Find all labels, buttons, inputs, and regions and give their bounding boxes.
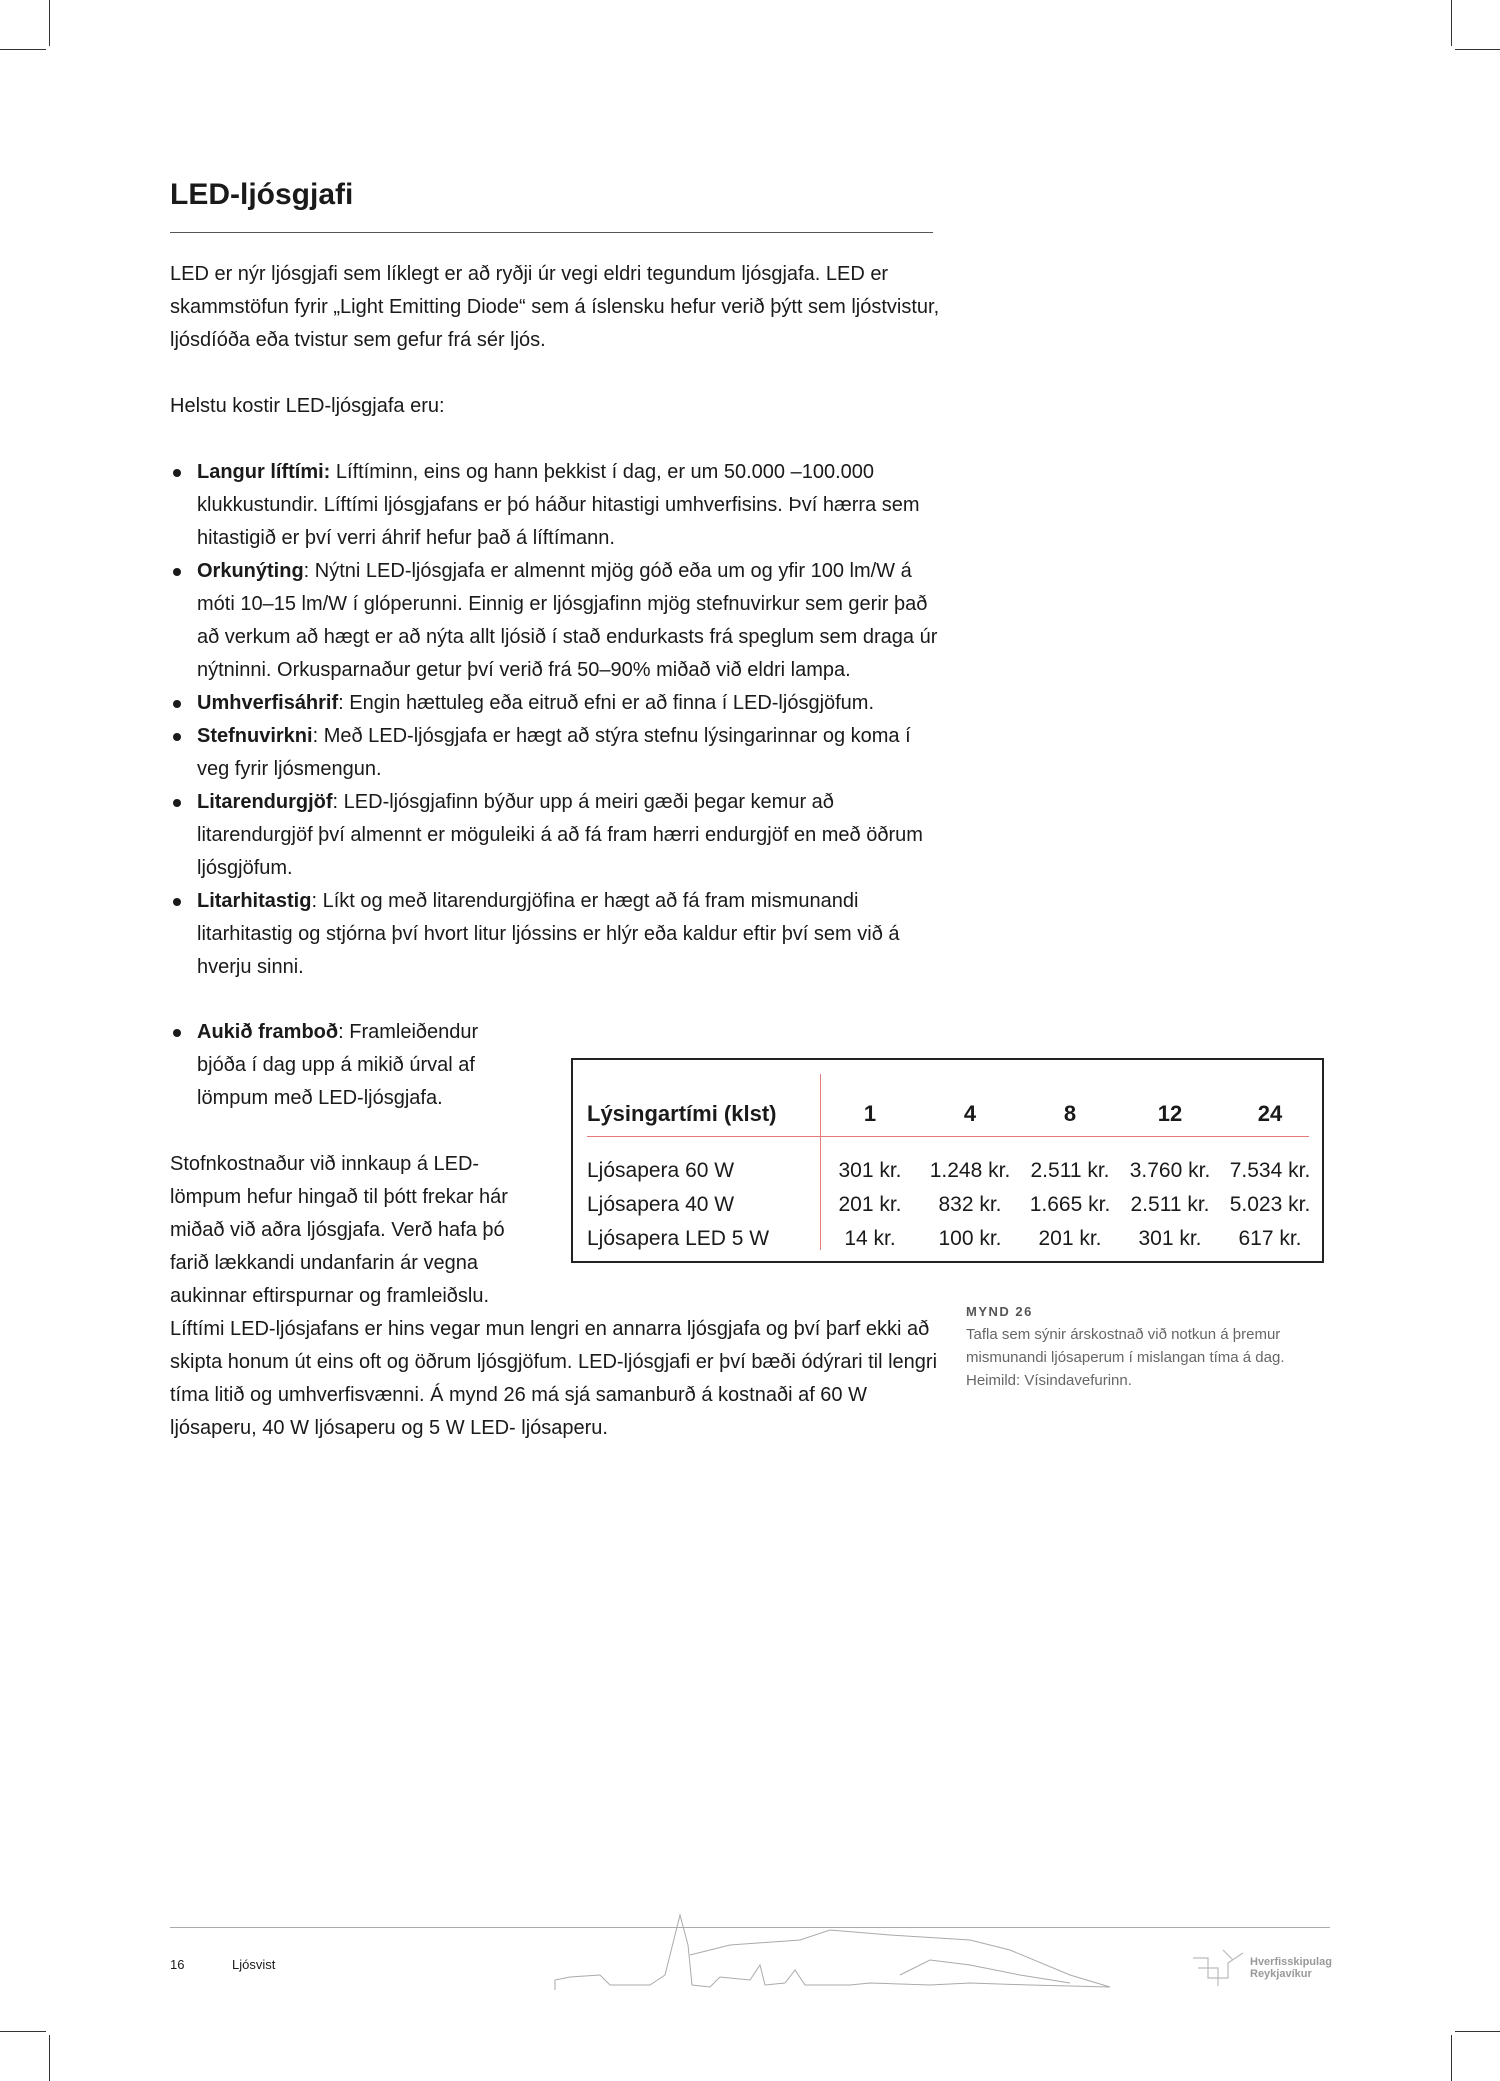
list-item bbox=[170, 555, 940, 687]
logo-text bbox=[1250, 1956, 1332, 1980]
table-cell: 7.534 kr. bbox=[1229, 1159, 1311, 1182]
header-cell: 24 bbox=[1257, 1101, 1283, 1126]
crop-mark bbox=[0, 2031, 46, 2032]
city-skyline-illustration bbox=[550, 1905, 1130, 1995]
cost-paragraph: Stofnkostnaður við innkaup á LED-lömpum hefur hingað til þótt frekar hár miðað við aðra ljósgjafa. Verð hafa þó farið lækkandi undanfarin ár vegna aukinnar eftirspurnar og framleiðslu. bbox=[170, 1153, 508, 1307]
table-row bbox=[587, 1154, 1320, 1188]
table-row bbox=[587, 1222, 1320, 1256]
table-cell: 301 kr. bbox=[1138, 1227, 1202, 1250]
crop-mark bbox=[1455, 2031, 1500, 2032]
caption-label: MYND 26 bbox=[966, 1304, 1033, 1319]
list-item bbox=[170, 1016, 510, 1115]
bullet-text: Líftíminn, eins og hann þekkist í dag, er um 50.000 –100.000 klukkustundir. Líftími ljósgjafans er þó háður hitastigi umhverfisins. Því hærra sem hitastigið er því verri áhrif hefur það á líftímann. bbox=[197, 461, 920, 549]
table-cell: 2.511 kr. bbox=[1130, 1193, 1210, 1216]
bullet-term: Langur líftími: bbox=[197, 461, 331, 483]
table-cell: Ljósapera 40 W bbox=[587, 1193, 735, 1216]
bullet-text: : Líkt og með litarendurgjöfina er hægt að fá fram mismunandi litarhitastig og stjórna því hvort litur ljóssins er hlýr eða kaldur eftir því sem við á hverju sinni. bbox=[197, 890, 900, 978]
page-number: 16 bbox=[170, 1957, 185, 1972]
crop-mark bbox=[49, 0, 50, 46]
bullet-term: Stefnuvirkni bbox=[197, 725, 313, 747]
list-item bbox=[170, 456, 940, 555]
header-cell: 1 bbox=[863, 1101, 877, 1126]
header-cell: 12 bbox=[1157, 1101, 1183, 1126]
bullet-term: Aukið framboð bbox=[197, 1021, 339, 1043]
crop-mark bbox=[49, 2035, 50, 2081]
list-item bbox=[170, 720, 940, 786]
table-header-row bbox=[587, 1088, 1320, 1140]
crop-mark bbox=[1451, 0, 1452, 46]
logo-line: Reykjavíkur bbox=[1250, 1968, 1312, 1980]
section-name: Ljósvist bbox=[232, 1957, 276, 1972]
title-divider bbox=[170, 232, 933, 233]
bullet-term: Umhverfisáhrif bbox=[197, 692, 339, 714]
lifetime-paragraph: Líftími LED-ljósjafans er hins vegar mun lengri en annarra ljósgjafa og því þarf ekki að skipta honum út eins oft og öðrum ljósgjöfum. LED-ljósgjafi er því bæði ódýrari til lengri tíma litið og umhverfisvænni. Á mynd 26 má sjá samanburð á kostnaði af 60 W ljósaperu, 40 W ljósaperu og 5 W LED- ljósaperu. bbox=[170, 1318, 938, 1439]
reykjavik-logo-icon bbox=[1188, 1948, 1248, 1988]
bullet-term: Orkunýting bbox=[197, 560, 304, 582]
bullet-text: : Framleiðendur bjóða í dag upp á mikið úrval af lömpum með LED-ljósgjafa. bbox=[197, 1021, 479, 1109]
bullet-term: Litarendurgjöf bbox=[197, 791, 333, 813]
table-cell: 1.248 kr. bbox=[929, 1159, 1011, 1182]
logo-line: Hverfisskipulag bbox=[1250, 1956, 1332, 1968]
table-cell: 5.023 kr. bbox=[1229, 1193, 1311, 1216]
cost-table bbox=[571, 1058, 1324, 1263]
table-row bbox=[587, 1188, 1320, 1222]
figure-caption bbox=[966, 1300, 1346, 1392]
header-cell: Lýsingartími (klst) bbox=[587, 1101, 777, 1126]
table-cell: 14 kr. bbox=[844, 1227, 896, 1250]
bullet-term: Litarhitastig bbox=[197, 890, 312, 912]
table-cell: 301 kr. bbox=[838, 1159, 902, 1182]
caption-source: Heimild: Vísindavefurinn. bbox=[966, 1372, 1132, 1389]
bullet-text: : Með LED-ljósgjafa er hægt að stýra stefnu lýsingarinnar og koma í veg fyrir ljósmengun. bbox=[197, 725, 911, 780]
benefits-list-continued bbox=[170, 1016, 510, 1115]
table-cell: Ljósapera 60 W bbox=[587, 1159, 735, 1182]
list-item bbox=[170, 786, 940, 885]
page-title: LED-ljósgjafi bbox=[170, 178, 354, 211]
table-cell: Ljósapera LED 5 W bbox=[587, 1227, 770, 1250]
header-cell: 4 bbox=[963, 1101, 977, 1126]
intro-paragraph: LED er nýr ljósgjafi sem líklegt er að ryðji úr vegi eldri tegundum ljósgjafa. LED er skammstöfun fyrir „Light Emitting Diode“ sem á íslensku hefur verið þýtt sem ljóstvistur, ljósdíóða eða tvistur sem gefur frá sér ljós. bbox=[170, 263, 940, 351]
table-cell: 832 kr. bbox=[938, 1193, 1002, 1216]
header-cell: 8 bbox=[1063, 1101, 1077, 1126]
caption-text: Tafla sem sýnir árskostnað við notkun á þremur mismunandi ljósaperum í mislangan tíma á dag. bbox=[966, 1326, 1285, 1366]
bullet-text: : Nýtni LED-ljósgjafa er almennt mjög góð eða um og yfir 100 lm/W á móti 10–15 lm/W í glóperunni. Einnig er ljósgjafinn mjög stefnuvirkur sem gerir það að verkum að hægt er að nýta allt ljósið í stað endurkasts frá speglum sem draga úr nýtninni. Orkusparnaður getur því verið frá 50–90% miðað við eldri lampa. bbox=[197, 560, 938, 681]
list-item bbox=[170, 885, 940, 984]
table-cell: 3.760 kr. bbox=[1129, 1159, 1211, 1182]
table-cell: 201 kr. bbox=[1038, 1227, 1102, 1250]
crop-mark bbox=[1451, 2035, 1452, 2081]
table-cell: 1.665 kr. bbox=[1029, 1193, 1111, 1216]
bullet-text: : Engin hættuleg eða eitruð efni er að finna í LED-ljósgjöfum. bbox=[338, 692, 875, 714]
crop-mark bbox=[0, 49, 46, 50]
table-cell: 100 kr. bbox=[938, 1227, 1002, 1250]
crop-mark bbox=[1455, 49, 1500, 50]
table-cell: 617 kr. bbox=[1238, 1227, 1302, 1250]
table-cell: 2.511 kr. bbox=[1030, 1159, 1110, 1182]
lead-paragraph: Helstu kostir LED-ljósgjafa eru: bbox=[170, 395, 445, 417]
list-item bbox=[170, 687, 940, 720]
benefits-list bbox=[170, 456, 940, 984]
bullet-text: : LED-ljósgjafinn býður upp á meiri gæði þegar kemur að litarendurgjöf því almennt er möguleiki á að fá fram hærri endurgjöf en með öðrum ljósgjöfum. bbox=[197, 791, 923, 879]
table-cell: 201 kr. bbox=[838, 1193, 902, 1216]
